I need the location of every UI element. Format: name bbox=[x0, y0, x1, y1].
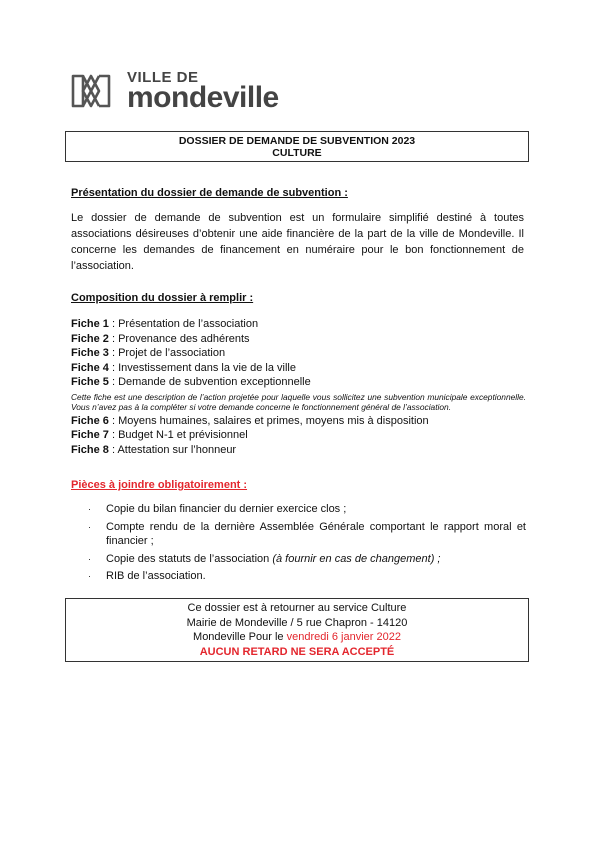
document-title: DOSSIER DE DEMANDE DE SUBVENTION 2023 bbox=[178, 135, 416, 147]
return-line: Ce dossier est à retourner au service Culture bbox=[187, 602, 407, 614]
list-item bbox=[88, 520, 526, 549]
fiche-text: : Projet de l’association bbox=[108, 347, 226, 359]
piece-text: Copie du bilan financier du dernier exercice clos ; bbox=[106, 503, 347, 515]
fiche-item bbox=[71, 443, 526, 458]
presentation-paragraph: Le dossier de demande de subvention est un formulaire simplifié destiné à toutes associations désireuses d’obtenir une aide financière de la part de la ville de Mondeville. Il concerne les demandes de financement en numéraire pour le bon fonctionnement de l’association. bbox=[71, 212, 524, 272]
fiche-item bbox=[71, 375, 526, 390]
list-item bbox=[88, 502, 526, 517]
piece-italic-note: (à fournir en cas de changement) ; bbox=[272, 552, 441, 565]
fiche-text: : Budget N-1 et prévisionnel bbox=[108, 429, 248, 441]
fiche-label: Fiche 2 bbox=[71, 332, 109, 345]
piece-text: Compte rendu de la dernière Assemblée Générale comportant le rapport moral et financier ; bbox=[106, 520, 526, 547]
bullet-icon: · bbox=[88, 521, 91, 532]
list-item bbox=[88, 569, 526, 584]
deadline-prefix: Mondeville Pour le bbox=[193, 631, 287, 643]
fiche-text: : Investissement dans la vie de la ville bbox=[108, 361, 296, 374]
return-instructions-box bbox=[65, 598, 529, 662]
bullet-icon: · bbox=[88, 504, 91, 514]
fiche-item bbox=[71, 428, 526, 443]
fiche-item bbox=[71, 414, 526, 429]
fiche-label: Fiche 1 bbox=[71, 318, 109, 330]
fiche-item bbox=[71, 332, 526, 347]
deadline-date: vendredi 6 janvier 2022 bbox=[286, 631, 401, 643]
fiche-text: : Présentation de l’association bbox=[108, 318, 259, 330]
fiche-label: Fiche 4 bbox=[71, 361, 109, 374]
fiche-label: Fiche 3 bbox=[71, 347, 109, 359]
fiche-item bbox=[71, 317, 526, 332]
fiche-label: Fiche 8 bbox=[71, 443, 109, 456]
fiche-item bbox=[71, 346, 526, 361]
bullet-icon: · bbox=[88, 553, 91, 564]
mondeville-logo bbox=[70, 70, 279, 112]
fiche-5-note: Cette fiche est une description de l’action projetée pour laquelle vous sollicitez une subvention municipale exceptionnelle. Vous n’avez pas à la compléter si votre demande concerne le fonctionnement général de l’association. bbox=[71, 391, 526, 412]
bullet-icon: · bbox=[88, 571, 91, 581]
piece-text: Copie des statuts de l’association bbox=[106, 552, 273, 565]
document-subtitle: CULTURE bbox=[272, 147, 322, 159]
address-line: Mairie de Mondeville / 5 rue Chapron - 14120 bbox=[186, 616, 408, 629]
presentation-heading: Présentation du dossier de demande de subvention : bbox=[71, 187, 348, 199]
fiche-text: : Demande de subvention exceptionnelle bbox=[108, 376, 311, 388]
fiche-label: Fiche 7 bbox=[71, 429, 109, 441]
logo-wordmark bbox=[127, 70, 279, 113]
fiche-item bbox=[71, 361, 526, 376]
fiche-label: Fiche 5 bbox=[71, 376, 109, 388]
deadline-line bbox=[66, 630, 528, 645]
fiche-text: : Attestation sur l’honneur bbox=[108, 443, 237, 456]
fiche-list bbox=[71, 317, 526, 457]
pieces-heading: Pièces à joindre obligatoirement : bbox=[71, 479, 248, 491]
fiche-text: : Moyens humaines, salaires et primes, moyens mis à disposition bbox=[108, 414, 429, 427]
no-delay-warning: AUCUN RETARD NE SERA ACCEPTÉ bbox=[199, 645, 395, 658]
pieces-list bbox=[88, 502, 526, 587]
fiche-text: : Provenance des adhérents bbox=[108, 332, 250, 345]
logo-line-mondeville: mondeville bbox=[127, 80, 279, 114]
logo-line-ville-de: VILLE DE bbox=[127, 68, 199, 86]
list-item bbox=[88, 552, 526, 567]
fiche-label: Fiche 6 bbox=[71, 414, 109, 427]
document-title-box bbox=[65, 131, 529, 162]
composition-heading: Composition du dossier à remplir : bbox=[71, 292, 254, 304]
mondeville-emblem-icon bbox=[70, 70, 113, 112]
piece-text: RIB de l’association. bbox=[106, 570, 206, 582]
